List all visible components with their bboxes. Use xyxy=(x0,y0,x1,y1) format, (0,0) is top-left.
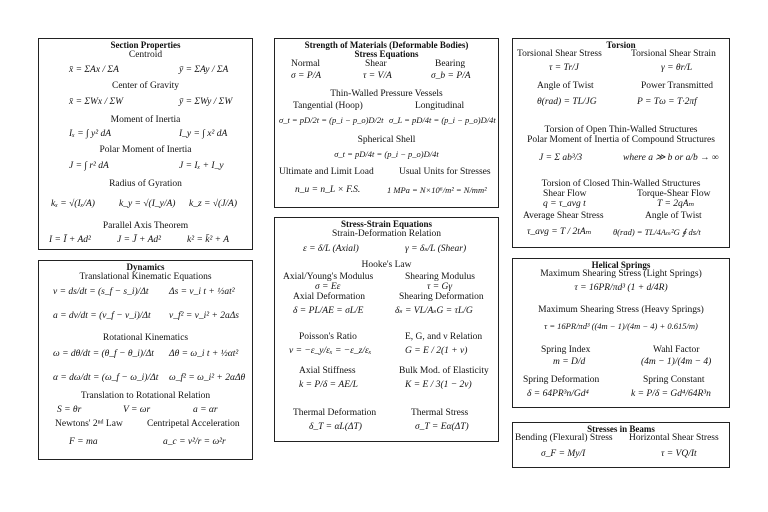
label: Horizontal Shear Stress xyxy=(629,433,719,443)
label: Wahl Factor xyxy=(653,345,700,355)
formula: where a ≫ b or a/b → ∞ xyxy=(623,153,719,163)
formula: ȳ = ΣAy / ΣA xyxy=(179,65,229,75)
formula: x̄ = ΣWx / ΣW xyxy=(69,97,124,107)
section-title: Torsion xyxy=(606,40,636,50)
label: Maximum Shearing Stress (Light Springs) xyxy=(540,269,702,279)
formula: v_f² = v_i² + 2aΔs xyxy=(169,311,240,321)
formula: σ_L = pD/4t = (p_i − p_o)D/4t xyxy=(389,115,496,125)
label: Thin-Walled Pressure Vessels xyxy=(330,89,443,99)
formula: V = ωr xyxy=(123,405,151,415)
label: Strain-Deformation Relation xyxy=(332,229,441,239)
label: Tangential (Hoop) xyxy=(293,101,363,111)
formula: θ(rad) = TL/JG xyxy=(537,97,597,107)
section-title: Strength of Materials (Deformable Bodies) xyxy=(304,40,469,50)
centroid-label: Centroid xyxy=(128,50,163,60)
gyration-label: Radius of Gyration xyxy=(109,179,182,189)
label: Translational Kinematic Equations xyxy=(79,272,212,282)
formula: δₛ = VL/AₛG = τL/G xyxy=(395,306,473,316)
formula: q = τ_avg t xyxy=(543,199,586,209)
formula: x̄ = ΣAx / ΣA xyxy=(69,65,119,75)
label: Translation to Rotational Relation xyxy=(80,391,211,401)
section-title: Helical Springs xyxy=(591,260,651,270)
parallel-label: Parallel Axis Theorem xyxy=(102,221,189,231)
formula: σ_F = My/I xyxy=(541,449,586,459)
label: Poisson's Ratio xyxy=(299,332,357,342)
label: Bulk Mod. of Elasticity xyxy=(399,366,489,376)
formula: ȳ = ΣWy / ΣW xyxy=(179,97,233,107)
formula: v = ds/dt = (s_f − s_i)/Δt xyxy=(53,287,149,297)
formula: K = E / 3(1 − 2ν) xyxy=(405,380,472,390)
section-title: Dynamics xyxy=(126,262,165,272)
formula: ω = dθ/dt = (θ_f − θ_i)/Δt xyxy=(53,349,154,359)
label: Normal xyxy=(291,59,321,69)
label: Usual Units for Stresses xyxy=(399,167,491,177)
formula: kₓ = √(Iₓ/A) xyxy=(51,199,95,209)
label: Hooke's Law xyxy=(361,260,412,270)
formula: (4m − 1)/(4m − 4) xyxy=(641,357,712,367)
formula: k_z = √(J/A) xyxy=(189,199,238,209)
label: Spring Constant xyxy=(643,375,705,385)
label: Axial Stiffness xyxy=(299,366,356,376)
formula: m = D/d xyxy=(553,357,586,367)
formula: ν = −ε_y/εₓ = −ε_z/εₓ xyxy=(289,346,372,356)
label: Power Transmitted xyxy=(641,81,714,91)
formula: F = ma xyxy=(69,437,98,447)
formula: α = dω/dt = (ω_f − ω_i)/Δt xyxy=(53,373,159,383)
formula: τ = Tr/J xyxy=(549,63,579,73)
label: Torsion of Closed Thin-Walled Structures xyxy=(541,179,701,189)
label: Shear xyxy=(365,59,387,69)
label: Rotational Kinematics xyxy=(102,333,189,343)
formula: k_y = √(I_y/A) xyxy=(119,199,176,209)
label: Average Shear Stress xyxy=(523,211,604,221)
label: Centripetal Acceleration xyxy=(147,419,240,429)
formula: τ = V/A xyxy=(363,71,392,81)
label: Shear Flow xyxy=(543,189,587,199)
formula: τ = 16PR/πd³ (1 + d/4R) xyxy=(574,283,668,293)
section-title: Stresses in Beams xyxy=(587,424,655,434)
dynamics-panel xyxy=(38,260,253,460)
formula: a_c = v²/r = ω²r xyxy=(163,437,226,447)
section-title: Stress-Strain Equations xyxy=(340,219,433,229)
formula: ω_f² = ω_i² + 2αΔθ xyxy=(169,373,246,383)
label: Maximum Shearing Stress (Heavy Springs) xyxy=(538,305,704,315)
label: Angle of Twist xyxy=(537,81,594,91)
formula: Δθ = ω_i t + ½αt² xyxy=(169,349,239,359)
formula: n_u = n_L × F.S. xyxy=(295,185,361,195)
formula: Δs = v_i t + ½at² xyxy=(169,287,235,297)
formula: k = P/δ = Gd⁴/64R³n xyxy=(631,389,711,399)
formula: J = Iₓ + I_y xyxy=(179,161,224,171)
formula: σ_b = P/A xyxy=(431,71,471,81)
formula: I = Ī + Ad² xyxy=(49,235,91,245)
label: Polar Moment of Inertia of Compound Structures xyxy=(527,135,715,145)
label: Torsional Shear Stress xyxy=(517,49,602,59)
label: Angle of Twist xyxy=(645,211,702,221)
formula: σ_T = Eα(ΔT) xyxy=(415,422,469,432)
label: Torque-Shear Flow xyxy=(637,189,711,199)
label: Newtons' 2ⁿᵈ Law xyxy=(55,419,123,429)
formula: G = E / 2(1 + ν) xyxy=(405,346,468,356)
formula: S = θr xyxy=(57,405,82,415)
formula: a = αr xyxy=(193,405,218,415)
formula: σ_t = pD/4t = (p_i − p_o)D/4t xyxy=(334,149,439,159)
label: Bending (Flexural) Stress xyxy=(515,433,613,443)
polar-label: Polar Moment of Inertia xyxy=(99,145,192,155)
label: Spherical Shell xyxy=(357,135,416,145)
formula: τ_avg = T / 2tAₘ xyxy=(527,227,592,237)
label: Spring Index xyxy=(541,345,591,355)
formula: J = J̄ + Ad² xyxy=(117,235,161,245)
formula: ε = δ/L (Axial) xyxy=(303,244,359,254)
formula: J = ∫ r² dA xyxy=(69,161,109,171)
formula: k = P/δ = AE/L xyxy=(299,380,358,390)
label: Thermal Deformation xyxy=(293,408,377,418)
torsion-panel xyxy=(512,38,730,248)
gravity-label: Center of Gravity xyxy=(111,81,179,91)
label: Spring Deformation xyxy=(523,375,600,385)
formula: I_y = ∫ x² dA xyxy=(179,129,228,139)
formula: σ = Eε xyxy=(315,282,341,292)
formula: σ_t = pD/2t = (p_i − p_o)D/2t xyxy=(279,115,384,125)
strength-panel xyxy=(274,38,499,208)
subtitle: Stress Equations xyxy=(354,49,419,59)
beams-panel xyxy=(512,422,730,468)
label: Shearing Deformation xyxy=(399,292,484,302)
label: Longitudinal xyxy=(415,101,465,111)
formula: T = 2qAₘ xyxy=(657,199,695,209)
formula: γ = θr/L xyxy=(661,63,693,73)
formula: σ = P/A xyxy=(291,71,322,81)
formula: θ(rad) = TL/4Aₘ²G ∮ ds/t xyxy=(613,227,701,237)
formula: δ = 64PR³n/Gd⁴ xyxy=(527,389,589,399)
inertia-label: Moment of Inertia xyxy=(110,115,181,125)
formula: J = Σ ab³/3 xyxy=(539,153,583,163)
formula: γ = δₛ/L (Shear) xyxy=(405,244,467,254)
label: E, G, and ν Relation xyxy=(405,332,483,342)
label: Torsion of Open Thin-Walled Structures xyxy=(544,125,698,135)
formula: a = dv/dt = (v_f − v_i)/Δt xyxy=(53,311,151,321)
formula: δ_T = αL(ΔT) xyxy=(309,422,362,432)
label: Thermal Stress xyxy=(411,408,469,418)
label: Axial Deformation xyxy=(293,292,366,302)
label: Axial/Young's Modulus xyxy=(283,272,374,282)
helical-panel xyxy=(512,258,730,408)
section-title: Section Properties xyxy=(110,40,181,50)
formula: 1 MPa = N×10⁶/m² = N/mm² xyxy=(387,185,487,195)
formula: δ = PL/AE = σL/E xyxy=(293,306,364,316)
label: Ultimate and Limit Load xyxy=(279,167,374,177)
formula: τ = VQ/It xyxy=(661,449,697,459)
label: Bearing xyxy=(435,59,466,69)
formula: τ = Gγ xyxy=(427,282,453,292)
stress-strain-panel xyxy=(274,217,499,442)
section-properties-panel xyxy=(38,38,253,250)
label: Shearing Modulus xyxy=(405,272,475,282)
label: Torsional Shear Strain xyxy=(631,49,716,59)
formula: k² = k̄² + A xyxy=(187,235,230,245)
formula: P = Tω = T·2πf xyxy=(637,97,697,107)
formula: τ = 16PR/πd³ ((4m − 1)/(4m − 4) + 0.615/m) xyxy=(544,321,698,331)
formula: Iₓ = ∫ y² dA xyxy=(69,129,111,139)
